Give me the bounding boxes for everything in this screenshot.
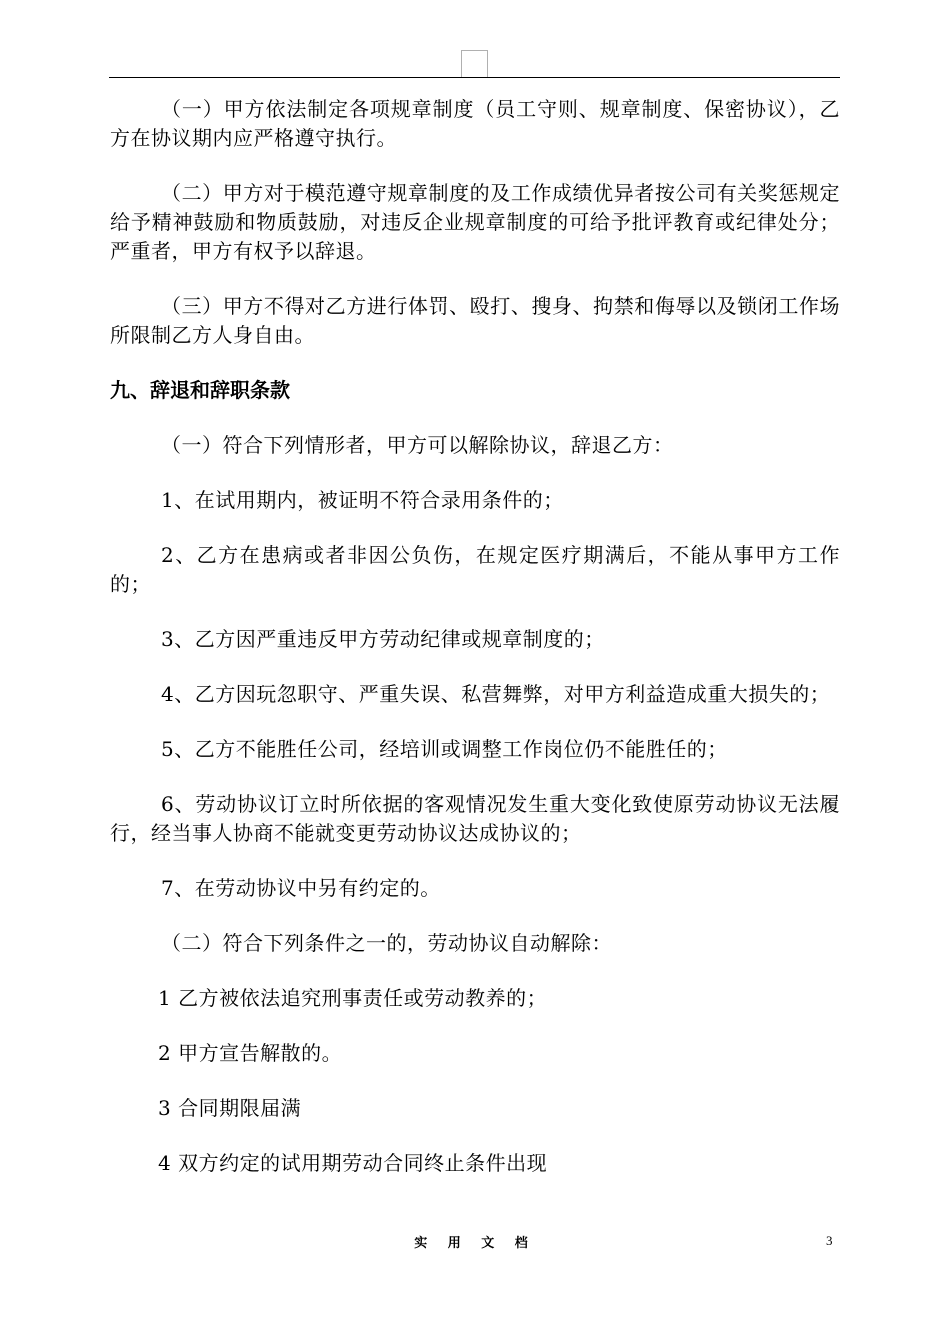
page-number: 3 [826, 1233, 833, 1248]
auto-termination-item: 4 双方约定的试用期劳动合同终止条件出现 [158, 1151, 548, 1175]
auto-termination-intro: （二）符合下列条件之一的，劳动协议自动解除： [161, 931, 612, 955]
document-body [110, 95, 840, 1204]
auto-termination-item: 1 乙方被依法追究刑事责任或劳动教养的； [158, 986, 548, 1010]
dismissal-item: 2、乙方在患病或者非因公负伤，在规定医疗期满后，不能从事甲方工作的； [110, 543, 840, 596]
paragraph-rules: （一）甲方依法制定各项规章制度（员工守则、规章制度、保密协议），乙方在协议期内应严格遵守执行。 [110, 97, 840, 150]
header-tab-box [461, 50, 488, 77]
section-heading: 九、辞退和辞职条款 [110, 378, 290, 402]
dismissal-item: 5、乙方不能胜任公司，经培训或调整工作岗位仍不能胜任的； [161, 737, 728, 761]
auto-termination-item: 3 合同期限届满 [158, 1096, 302, 1120]
header-rule [109, 77, 840, 78]
dismissal-item: 1、在试用期内，被证明不符合录用条件的； [161, 488, 564, 512]
footer-label: 实 用 文 档 [414, 1236, 536, 1251]
dismissal-intro: （一）符合下列情形者，甲方可以解除协议，辞退乙方： [161, 433, 674, 457]
dismissal-item: 7、在劳动协议中另有约定的。 [161, 876, 441, 900]
dismissal-item: 6、劳动协议订立时所依据的客观情况发生重大变化致使原劳动协议无法履行，经当事人协商不能就变更劳动协议达成协议的； [110, 792, 840, 845]
dismissal-item: 4、乙方因玩忽职守、严重失误、私营舞弊，对甲方利益造成重大损失的； [161, 682, 831, 706]
paragraph-rewards-penalties: （二）甲方对于模范遵守规章制度的及工作成绩优异者按公司有关奖惩规定给予精神鼓励和物质鼓励，对违反企业规章制度的可给予批评教育或纪律处分；严重者，甲方有权予以辞退。 [110, 181, 840, 263]
dismissal-item: 3、乙方因严重违反甲方劳动纪律或规章制度的； [161, 627, 605, 651]
auto-termination-item: 2 甲方宣告解散的。 [158, 1041, 343, 1065]
paragraph-prohibitions: （三）甲方不得对乙方进行体罚、殴打、搜身、拘禁和侮辱以及锁闭工作场所限制乙方人身自由。 [110, 294, 840, 347]
